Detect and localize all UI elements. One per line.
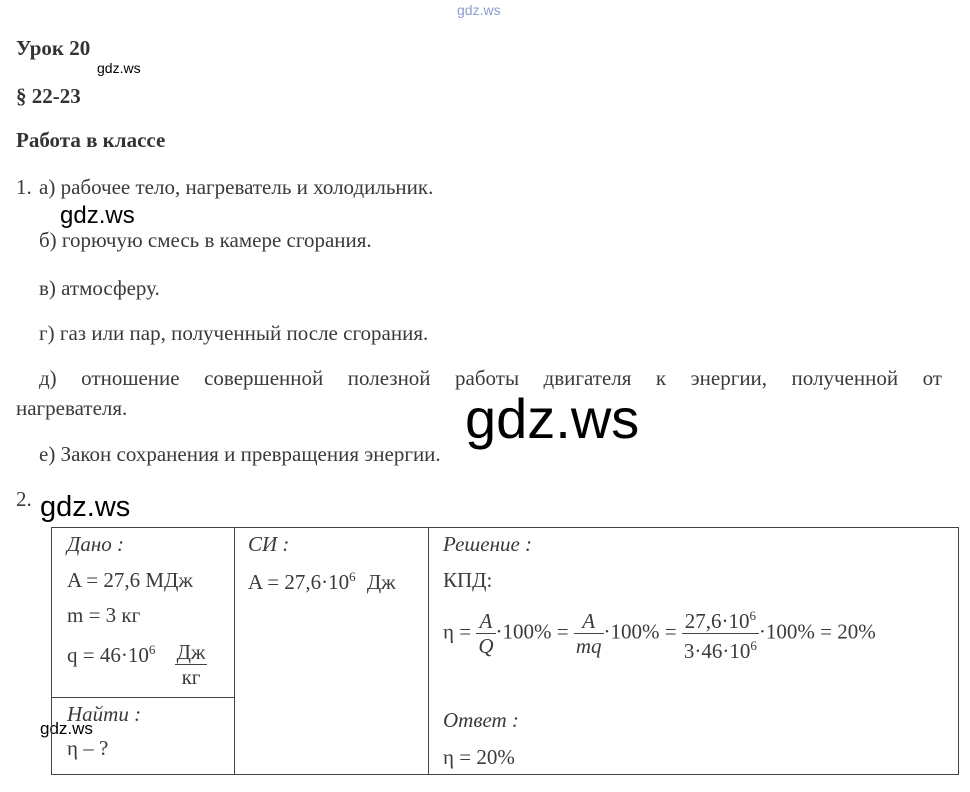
given-A: A = 27,6 МДж	[67, 568, 193, 592]
find-cell	[52, 698, 235, 775]
fraction-num: A	[476, 609, 495, 634]
watermark-medium: gdz.ws	[40, 491, 131, 523]
section-heading: Работа в классе	[16, 128, 166, 152]
paragraph-ref: § 22-23	[16, 84, 81, 108]
eta-lhs: η =	[443, 619, 472, 644]
answer-v: в) атмосферу.	[39, 276, 160, 300]
answer-d-line1: д) отношение совершенной полезной работы двигателя к энергии, полученной от	[39, 366, 942, 390]
task2-number: 2.	[16, 487, 32, 511]
answer-value: η = 20%	[443, 745, 515, 769]
watermark-small: gdz.ws	[40, 719, 93, 738]
given-q	[67, 640, 207, 689]
solution-cell	[429, 528, 959, 775]
result: ·100% = 20%	[758, 619, 876, 644]
si-A-exponent: 6	[349, 569, 356, 584]
watermark-small: gdz.ws	[97, 60, 141, 76]
fraction-den	[682, 634, 759, 663]
answer-e: е) Закон сохранения и превращения энергии.	[39, 442, 441, 466]
answer-heading: Ответ :	[443, 708, 519, 732]
given-q-unit-num: Дж	[176, 640, 206, 664]
fraction-num	[682, 604, 759, 634]
num-exponent: 6	[749, 608, 756, 623]
watermark-medium: gdz.ws	[60, 202, 135, 229]
si-heading: СИ :	[248, 532, 290, 556]
percent-2: ·100% =	[603, 619, 677, 644]
fraction-numeric	[682, 604, 759, 663]
fraction-den: mq	[575, 634, 602, 658]
num-value: 27,6·10	[684, 609, 750, 633]
answer-b: б) горючую смесь в камере сгорания.	[39, 228, 372, 252]
den-exponent: 6	[750, 638, 757, 653]
given-q-exponent: 6	[148, 642, 156, 657]
find-heading: Найти :	[67, 702, 142, 726]
given-m: m = 3 кг	[67, 603, 141, 627]
fraction-A-mq	[574, 609, 604, 658]
si-A-value: A = 27,6·10	[248, 570, 350, 594]
answer-a: а) рабочее тело, нагреватель и холодильник.	[39, 175, 434, 199]
efficiency-formula	[443, 604, 876, 663]
lesson-title: Урок 20	[16, 36, 91, 60]
kpd-label: КПД:	[443, 568, 493, 592]
given-q-unit-den: кг	[181, 665, 201, 689]
answer-g: г) газ или пар, полученный после сгорания.	[39, 321, 429, 345]
den-value: 3·46·10	[683, 639, 751, 663]
si-A-unit: Дж	[366, 570, 396, 594]
percent-1: ·100% =	[495, 619, 569, 644]
task1-number: 1.	[16, 175, 32, 199]
fraction-num: A	[574, 609, 604, 634]
solution-table	[51, 527, 959, 775]
given-heading: Дано :	[67, 532, 125, 556]
fraction-den: Q	[478, 634, 494, 658]
watermark-top: gdz.ws	[457, 2, 501, 18]
watermark-big: gdz.ws	[465, 387, 640, 450]
fraction-A-Q	[476, 609, 495, 658]
si-A	[248, 569, 396, 595]
given-cell	[52, 528, 235, 698]
find-eta: η – ?	[67, 736, 109, 760]
given-q-unit	[175, 640, 208, 689]
si-cell	[235, 528, 429, 775]
given-q-value: q = 46·10	[67, 643, 149, 667]
answer-d-line2: нагревателя.	[16, 396, 128, 420]
solution-heading: Решение :	[443, 532, 533, 556]
